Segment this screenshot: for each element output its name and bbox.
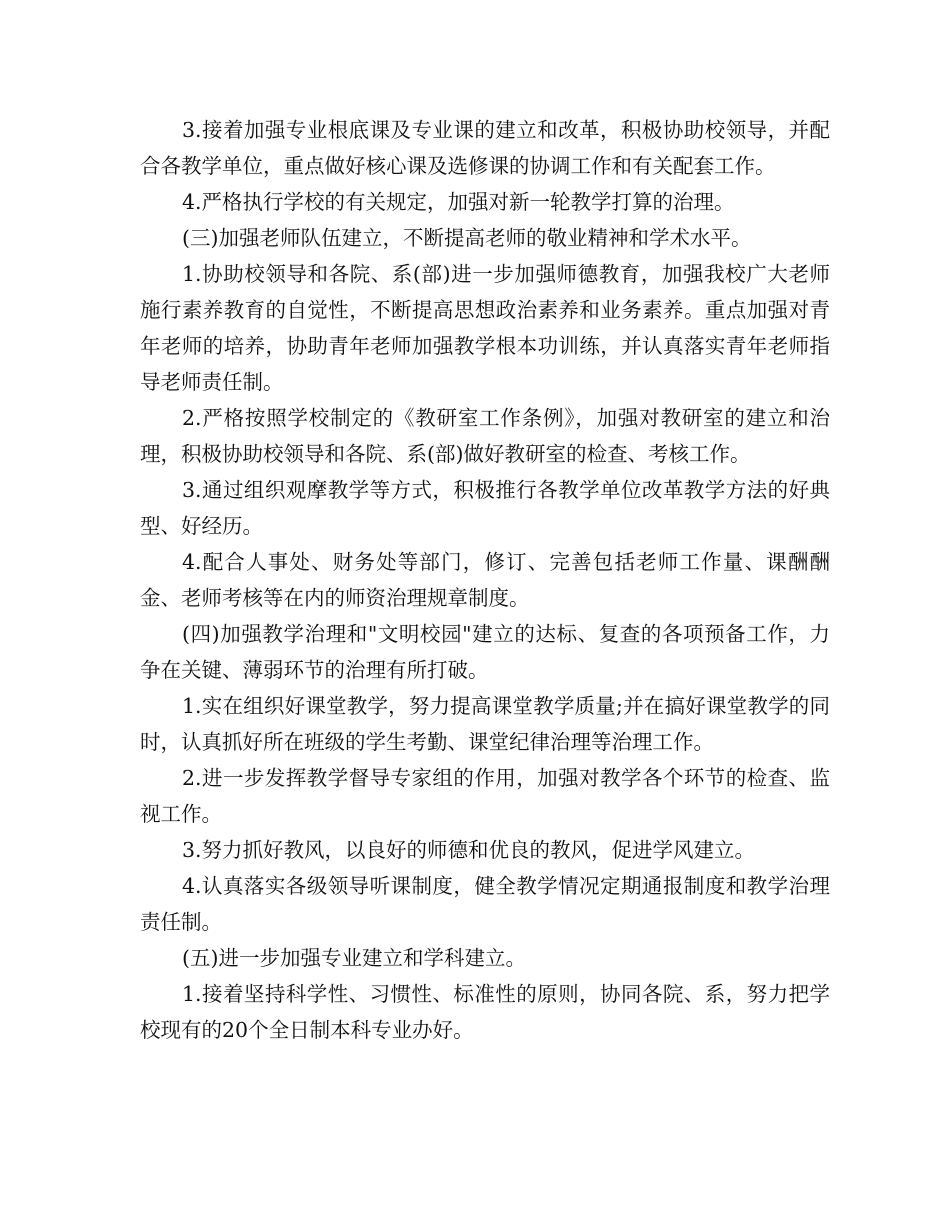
paragraph: 4.认真落实各级领导听课制度，健全教学情况定期通报制度和教学治理责任制。 [140, 874, 830, 934]
paragraph: 2.严格按照学校制定的《教研室工作条例》，加强对教研室的建立和治理，积极协助校领导和各院、系(部)做好教研室的检查、考核工作。 [140, 406, 830, 466]
paragraph: 3.努力抓好教风，以良好的师德和优良的教风，促进学风建立。 [182, 838, 756, 862]
paragraph: 3.接着加强专业根底课及专业课的建立和改革，积极协助校领导，并配合各教学单位，重点做好核心课及选修课的协调工作和有关配套工作。 [140, 118, 830, 178]
paragraph: 3.通过组织观摩教学等方式，积极推行各教学单位改革教学方法的好典型、好经历。 [140, 478, 830, 538]
section-heading: (三)加强老师队伍建立，不断提高老师的敬业精神和学术水平。 [182, 226, 752, 250]
document-body [140, 112, 830, 1048]
paragraph: 4.严格执行学校的有关规定，加强对新一轮教学打算的治理。 [182, 190, 735, 214]
section-heading: (四)加强教学治理和"文明校园"建立的达标、复查的各项预备工作，力争在关键、薄弱环节的治理有所打破。 [140, 622, 830, 682]
paragraph: 1.实在组织好课堂教学，努力提高课堂教学质量;并在搞好课堂教学的同时，认真抓好所在班级的学生考勤、课堂纪律治理等治理工作。 [140, 694, 830, 754]
paragraph: 1.接着坚持科学性、习惯性、标准性的原则，协同各院、系，努力把学校现有的20个全日制本科专业办好。 [140, 982, 830, 1042]
section-heading: (五)进一步加强专业建立和学科建立。 [182, 946, 526, 970]
paragraph: 2.进一步发挥教学督导专家组的作用，加强对教学各个环节的检查、监视工作。 [140, 766, 830, 826]
paragraph: 1.协助校领导和各院、系(部)进一步加强师德教育，加强我校广大老师施行素养教育的自觉性，不断提高思想政治素养和业务素养。重点加强对青年老师的培养，协助青年老师加强教学根本功训练，并认真落实青年老师指导老师责任制。 [140, 262, 830, 394]
paragraph: 4.配合人事处、财务处等部门，修订、完善包括老师工作量、课酬酬金、老师考核等在内的师资治理规章制度。 [140, 550, 830, 610]
